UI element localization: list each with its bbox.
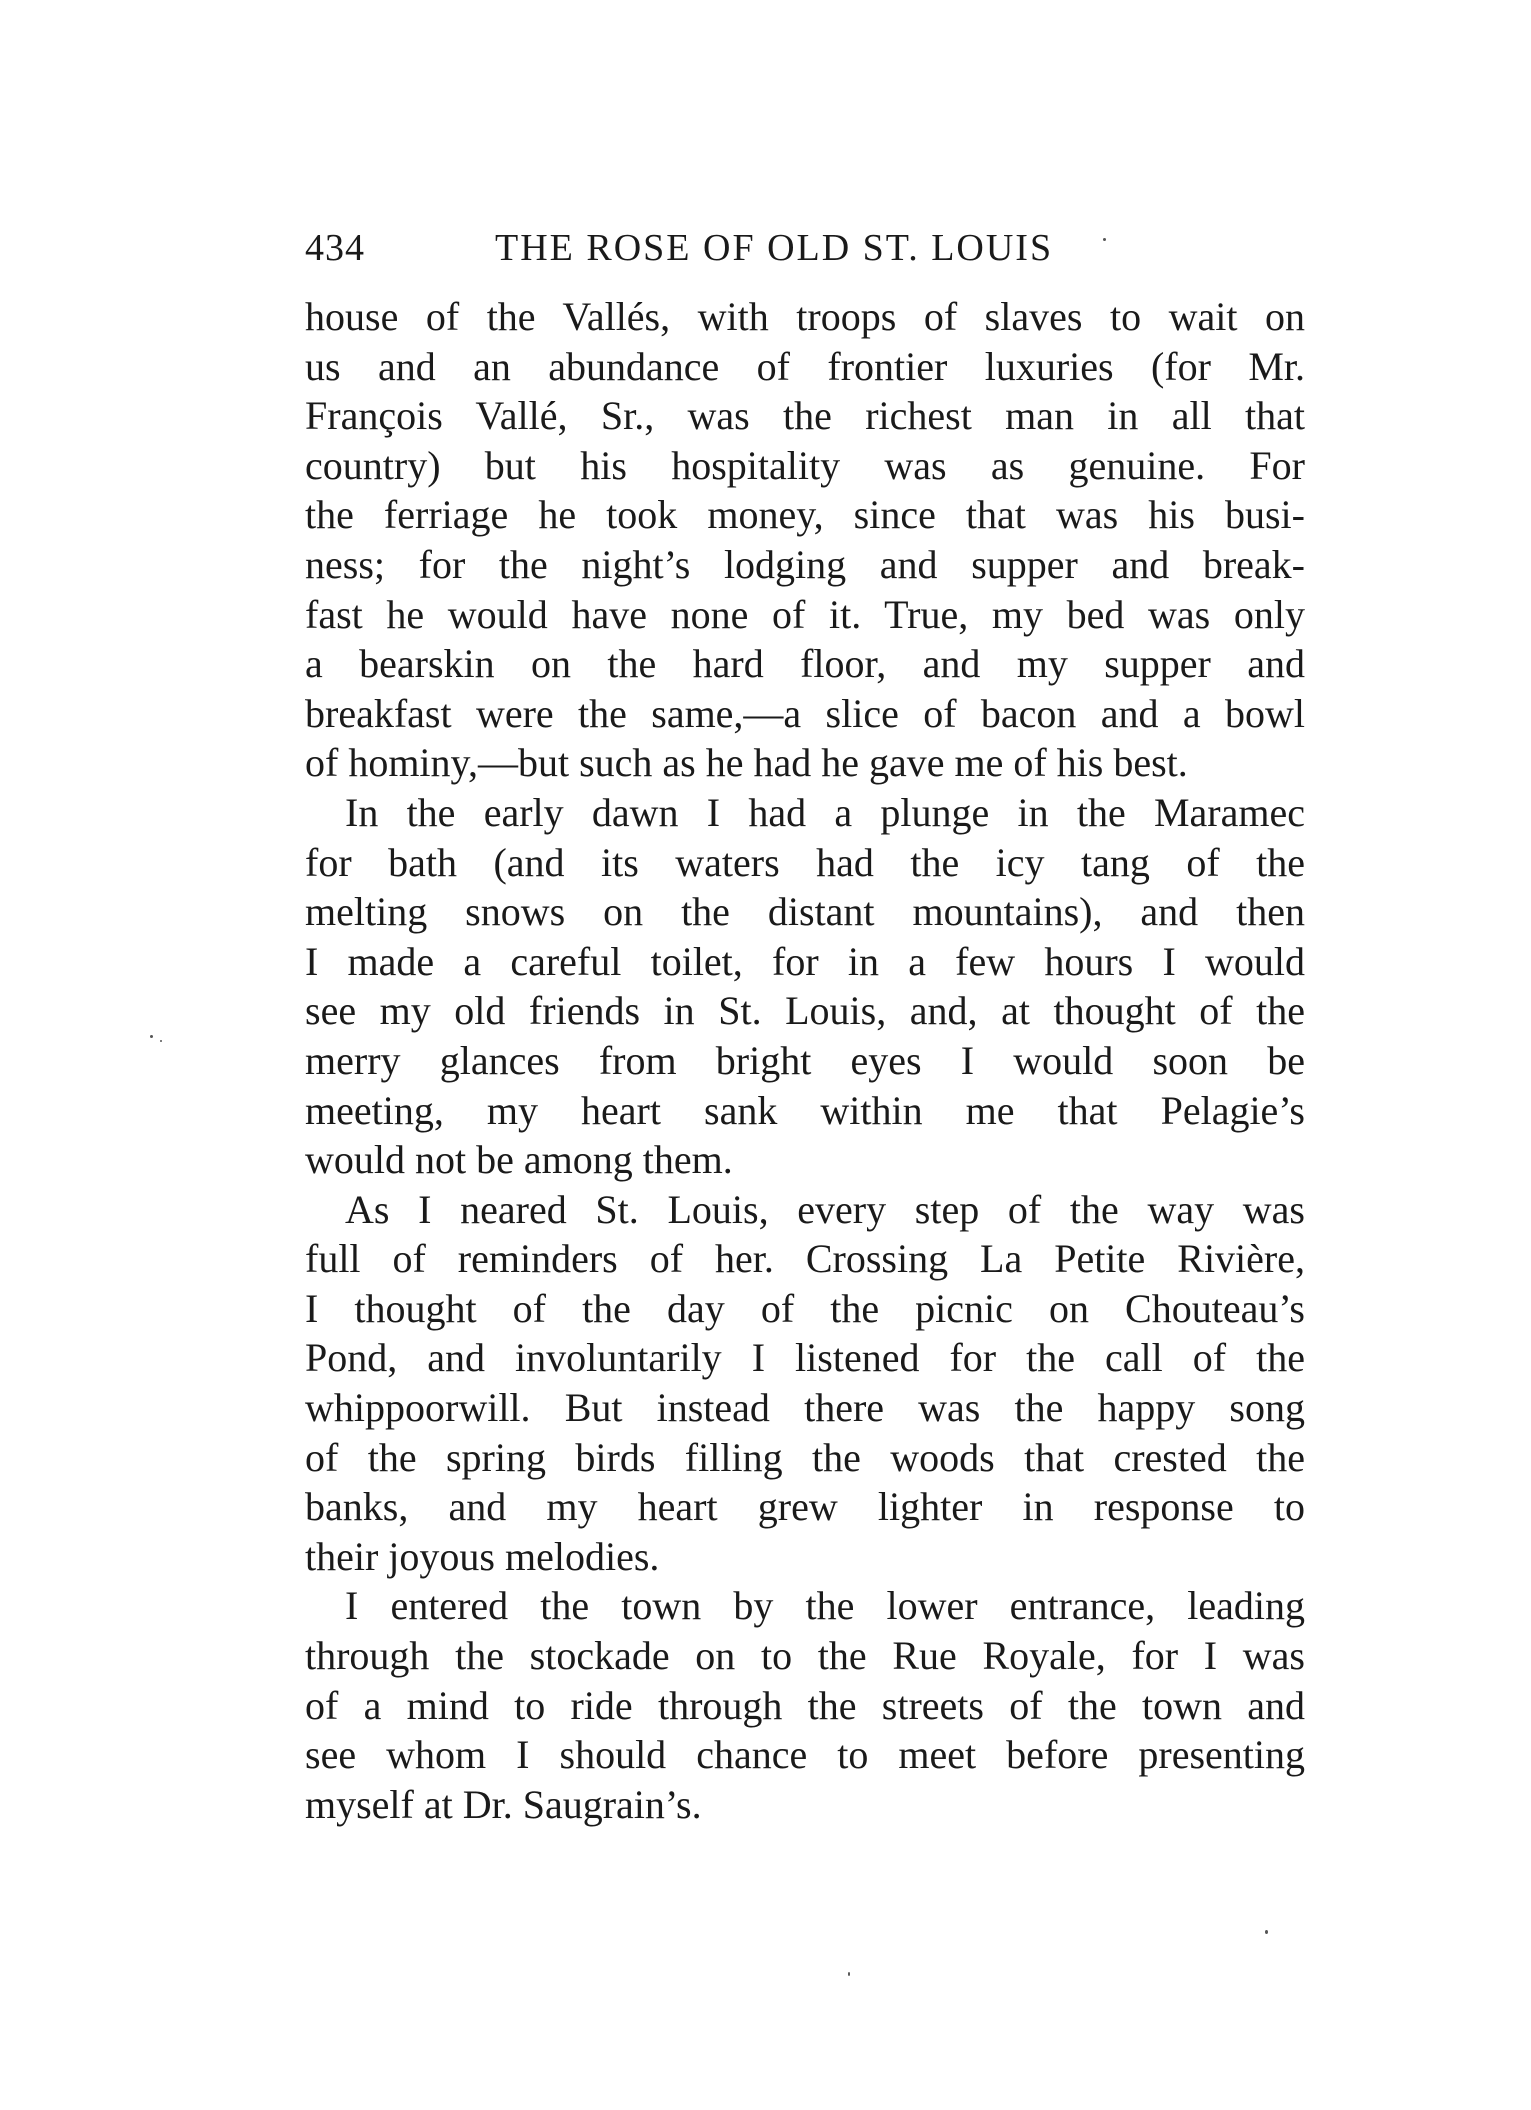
text-line: In the early dawn I had a plunge in the Maramec [345, 789, 1305, 835]
text-line: myself at Dr. Saugrain’s. [305, 1781, 702, 1827]
text-line: see my old friends in St. Louis, and, at thought of the [305, 988, 1305, 1034]
text-line: As I neared St. Louis, every step of the way was [345, 1186, 1305, 1232]
running-title: THE ROSE OF OLD ST. LOUIS [495, 227, 1054, 269]
scan-speck [160, 1040, 162, 1042]
text-line: merry glances from bright eyes I would soon be [305, 1037, 1305, 1083]
text-line: whippoorwill. But instead there was the happy song [305, 1385, 1305, 1431]
text-line: of hominy,—but such as he had he gave me of his best. [305, 740, 1188, 786]
text-line: for bath (and its waters had the icy tang of the [305, 839, 1305, 885]
text-line: a bearskin on the hard floor, and my supper and [305, 641, 1305, 687]
text-line: ness; for the night’s lodging and supper and break- [305, 541, 1305, 587]
text-line: their joyous melodies. [305, 1533, 660, 1579]
text-line: house of the Vallés, with troops of slaves to wait on [305, 294, 1305, 339]
scan-speck [1265, 1930, 1268, 1934]
scan-speck [1103, 238, 1106, 241]
text-line: melting snows on the distant mountains), and then [305, 889, 1305, 935]
running-head [305, 222, 1325, 274]
text-line: I thought of the day of the picnic on Chouteau’s [305, 1285, 1305, 1331]
body-text [305, 292, 1305, 1829]
text-line: Pond, and involuntarily I listened for the call of the [305, 1335, 1305, 1381]
text-line: the ferriage he took money, since that was his busi- [305, 492, 1305, 538]
text-line: I made a careful toilet, for in a few hours I would [305, 938, 1305, 984]
text-line: breakfast were the same,—a slice of bacon and a bowl [305, 690, 1305, 736]
text-line: would not be among them. [305, 1137, 733, 1183]
page-number: 434 [305, 227, 365, 269]
text-line: us and an abundance of frontier luxuries (for Mr. [305, 343, 1305, 389]
text-line: through the stockade on to the Rue Royale, for I was [305, 1633, 1305, 1679]
text-line: of the spring birds filling the woods that crested the [305, 1434, 1305, 1480]
text-line: of a mind to ride through the streets of the town and [305, 1682, 1305, 1728]
text-line: meeting, my heart sank within me that Pelagie’s [305, 1087, 1305, 1133]
text-line: banks, and my heart grew lighter in response to [305, 1484, 1305, 1530]
text-line: fast he would have none of it. True, my bed was only [305, 591, 1305, 637]
scan-speck [150, 1035, 153, 1038]
text-line: see whom I should chance to meet before presenting [305, 1732, 1305, 1778]
text-line: country) but his hospitality was as genuine. For [305, 442, 1305, 488]
text-line: I entered the town by the lower entrance, leading [345, 1583, 1305, 1629]
scan-speck [848, 1972, 850, 1976]
text-line: full of reminders of her. Crossing La Petite Rivière, [305, 1236, 1305, 1282]
text-line: François Vallé, Sr., was the richest man in all that [305, 393, 1305, 439]
